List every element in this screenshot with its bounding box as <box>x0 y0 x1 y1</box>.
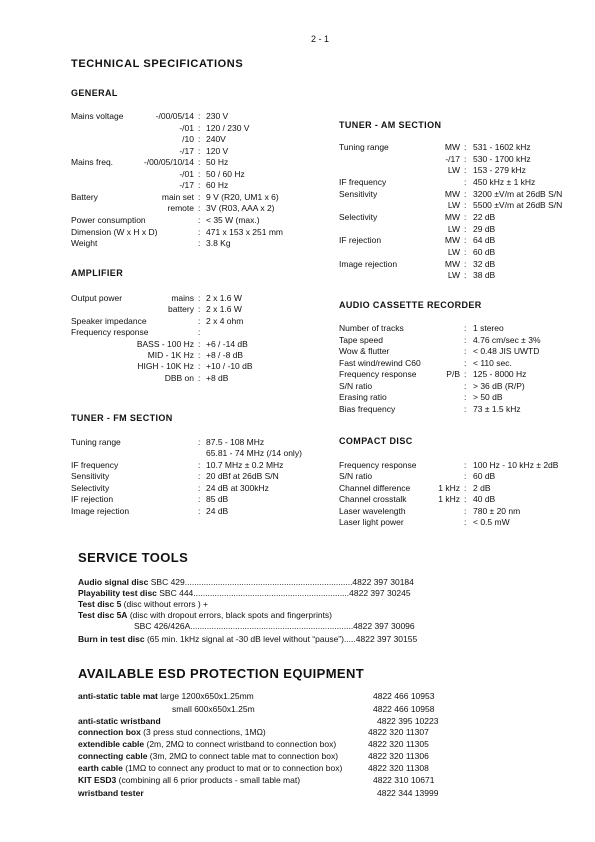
esd-item-detail: (combining all 6 prior products - small table mat) <box>116 775 301 785</box>
spec-value: < 0.5 mW <box>473 517 510 528</box>
service-tool-detail: (disc with dropout errors, black spots and fingerprints) <box>127 610 333 620</box>
spec-label: Sensitivity <box>71 471 110 482</box>
spec-value: < 35 W (max.) <box>206 214 260 225</box>
spec-separator: : <box>198 145 201 156</box>
section-heading-service-tools: SERVICE TOOLS <box>78 550 189 565</box>
spec-value: 64 dB <box>473 235 496 246</box>
spec-separator: : <box>198 214 201 225</box>
spec-separator: : <box>198 157 201 168</box>
spec-separator: : <box>464 517 467 528</box>
spec-value: 3V (R03, AAA x 2) <box>206 203 275 214</box>
esd-item-code: 4822 466 10958 <box>373 704 435 714</box>
spec-value: 531 - 1602 kHz <box>473 142 531 152</box>
esd-item-code: 4822 320 11306 <box>368 751 429 761</box>
service-tool-name: Burn in test disc <box>78 634 145 644</box>
spec-separator: : <box>198 482 201 493</box>
spec-value: 87.5 - 108 MHz <box>206 437 265 447</box>
spec-sublabel: -/17 <box>179 180 194 191</box>
spec-label: Selectivity <box>71 482 110 493</box>
spec-sublabel: remote <box>167 203 194 214</box>
spec-value: 32 dB <box>473 258 496 269</box>
spec-value: +8 dB <box>206 372 229 383</box>
spec-value: +10 / -10 dB <box>206 361 253 372</box>
section-heading-tuner-am: TUNER - AM SECTION <box>339 120 442 130</box>
esd-item-name: wristband tester <box>78 788 144 798</box>
service-tool-name: Playability test disc <box>78 588 157 598</box>
spec-separator: : <box>464 392 467 403</box>
section-heading-compact-disc: COMPACT DISC <box>339 436 413 446</box>
spec-separator: : <box>464 153 467 164</box>
spec-value: 3.8 Kg <box>206 238 231 249</box>
spec-sublabel: MW <box>444 211 460 222</box>
spec-sublabel: 1 kHz <box>438 482 460 493</box>
spec-value: 50 Hz <box>206 157 229 168</box>
esd-item-code: 4822 395 10223 <box>377 716 439 726</box>
spec-sublabel: battery <box>168 304 194 315</box>
spec-label: Mains freq. <box>71 157 114 168</box>
spec-value: 60 dB <box>473 246 496 257</box>
service-tool-line <box>78 599 208 610</box>
spec-sublabel: -/00/05/14 <box>155 111 194 121</box>
spec-separator: : <box>464 165 467 176</box>
spec-separator: : <box>198 505 201 516</box>
spec-value: 2 x 4 ohm <box>206 315 244 326</box>
spec-label: Channel difference <box>339 482 411 493</box>
spec-label: Tuning range <box>339 142 389 152</box>
spec-separator: : <box>198 293 201 303</box>
esd-item <box>78 727 266 738</box>
spec-separator: : <box>464 142 467 152</box>
spec-label: Fast wind/rewind C60 <box>339 357 421 368</box>
spec-value: 24 dB <box>206 505 229 516</box>
spec-separator: : <box>198 494 201 505</box>
esd-item <box>78 788 144 799</box>
esd-item <box>78 691 254 702</box>
spec-sublabel: main set <box>161 191 194 202</box>
spec-sublabel: -/00/05/10/14 <box>143 157 194 168</box>
esd-item-detail: small 600x650x1.25m <box>172 704 255 714</box>
spec-separator: : <box>464 334 467 345</box>
spec-sublabel: LW <box>447 200 460 211</box>
esd-item <box>78 775 300 786</box>
spec-separator: : <box>464 380 467 391</box>
spec-value: 471 x 153 x 251 mm <box>206 226 284 237</box>
spec-sublabel: MW <box>444 142 460 152</box>
service-tool-line <box>134 621 415 632</box>
spec-sublabel: LW <box>447 165 460 176</box>
esd-item-name: extendible cable <box>78 739 145 749</box>
spec-value: 60 dB <box>473 471 496 482</box>
spec-label: Erasing ratio <box>339 392 387 403</box>
spec-separator: : <box>464 188 467 199</box>
spec-sublabel: /10 <box>182 134 194 145</box>
spec-value: 9 V (R20, UM1 x 6) <box>206 191 279 202</box>
spec-sublabel: mains <box>171 293 194 303</box>
spec-sublabel: P/B <box>446 369 460 380</box>
spec-separator: : <box>198 238 201 249</box>
spec-value: 2 dB <box>473 482 491 493</box>
spec-label: Laser light power <box>339 517 404 528</box>
section-heading-cassette: AUDIO CASSETTE RECORDER <box>339 300 482 310</box>
spec-label: Power consumption <box>71 214 146 225</box>
spec-separator: : <box>464 346 467 357</box>
spec-value: 4.76 cm/sec ± 3% <box>473 334 541 345</box>
spec-separator: : <box>198 191 201 202</box>
spec-label: Frequency response <box>339 460 417 470</box>
spec-separator: : <box>464 482 467 493</box>
spec-value: > 50 dB <box>473 392 503 403</box>
spec-value: +6 / -14 dB <box>206 338 248 349</box>
spec-value: 125 - 8000 Hz <box>473 369 527 380</box>
spec-separator: : <box>198 304 201 315</box>
spec-sublabel: -/17 <box>179 145 194 156</box>
esd-item-name: earth cable <box>78 763 123 773</box>
spec-separator: : <box>198 327 201 338</box>
spec-label: Laser wavelength <box>339 505 406 516</box>
spec-separator: : <box>464 211 467 222</box>
spec-sublabel: LW <box>447 270 460 281</box>
spec-label: Number of tracks <box>339 323 404 333</box>
spec-value: 1 stereo <box>473 323 504 333</box>
spec-separator: : <box>198 122 201 133</box>
section-heading-esd: AVAILABLE ESD PROTECTION EQUIPMENT <box>78 666 365 681</box>
spec-separator: : <box>198 350 201 360</box>
spec-label: Wow & flutter <box>339 346 390 357</box>
esd-item <box>78 716 161 727</box>
spec-value: 38 dB <box>473 270 496 281</box>
spec-sublabel: LW <box>447 223 460 234</box>
spec-sublabel: MID - 1K Hz <box>147 350 194 360</box>
esd-item-detail: large 1200x650x1.25mm <box>157 691 254 701</box>
spec-separator: : <box>464 403 467 414</box>
spec-separator: : <box>198 134 201 145</box>
page-title: TECHNICAL SPECIFICATIONS <box>71 58 244 70</box>
esd-item-code: 4822 320 11305 <box>368 739 429 749</box>
spec-label: IF rejection <box>71 494 114 505</box>
service-tool-line <box>78 588 411 599</box>
spec-label: Frequency response <box>71 327 149 338</box>
spec-value: 780 ± 20 nm <box>473 505 521 516</box>
spec-value: 85 dB <box>206 494 229 505</box>
spec-value: 153 - 279 kHz <box>473 165 526 176</box>
spec-separator: : <box>198 203 201 214</box>
spec-label: Speaker impedance <box>71 315 147 326</box>
spec-value: 10.7 MHz ± 0.2 MHz <box>206 459 284 470</box>
service-tool-line <box>78 577 414 588</box>
spec-separator: : <box>464 176 467 187</box>
spec-separator: : <box>198 459 201 470</box>
spec-label: Selectivity <box>339 211 378 222</box>
spec-sublabel: MW <box>444 235 460 246</box>
service-tool-detail: (65 min. 1kHz signal at -30 dB level without “pause”).....4822 397 30155 <box>144 634 418 644</box>
spec-sublabel: HIGH - 10K Hz <box>137 361 194 372</box>
spec-value: 50 / 60 Hz <box>206 168 245 179</box>
spec-separator: : <box>464 471 467 482</box>
esd-item-detail: (3m, 2MΩ to connect table mat to connection box) <box>147 751 339 761</box>
spec-label: Tuning range <box>71 437 121 447</box>
spec-label: Weight <box>71 238 98 249</box>
spec-label: Sensitivity <box>339 188 378 199</box>
esd-item <box>78 739 336 750</box>
service-tool-name: Audio signal disc <box>78 577 149 587</box>
esd-item-code: 4822 344 13999 <box>377 788 439 798</box>
spec-separator: : <box>464 505 467 516</box>
esd-item-code: 4822 310 10671 <box>373 775 435 785</box>
spec-value: 24 dB at 300kHz <box>206 482 269 493</box>
spec-label: S/N ratio <box>339 471 373 482</box>
section-heading-amplifier: AMPLIFIER <box>71 268 124 278</box>
spec-value: 240V <box>206 134 226 145</box>
spec-separator: : <box>464 223 467 234</box>
spec-separator: : <box>198 180 201 191</box>
spec-sublabel: MW <box>444 258 460 269</box>
spec-sublabel: DBB on <box>164 372 194 383</box>
spec-separator: : <box>198 168 201 179</box>
spec-separator: : <box>464 357 467 368</box>
spec-value: 120 V <box>206 145 229 156</box>
spec-separator: : <box>464 200 467 211</box>
spec-separator: : <box>464 323 467 333</box>
service-tool-detail: SBC 444..................................................................4822 397 30245 <box>156 588 411 598</box>
spec-value: 530 - 1700 kHz <box>473 153 531 164</box>
spec-sublabel: 1 kHz <box>438 494 460 505</box>
spec-label: Dimension (W x H x D) <box>71 226 158 237</box>
spec-value: 20 dBf at 26dB S/N <box>206 471 279 482</box>
service-tool-name: Test disc 5 <box>78 599 122 609</box>
spec-value: 3200 ±V/m at 26dB S/N <box>473 188 563 199</box>
spec-value: 65.81 - 74 MHz (/14 only) <box>206 448 302 459</box>
spec-value: 2 x 1.6 W <box>206 293 242 303</box>
esd-item-code: 4822 320 11307 <box>368 727 429 737</box>
esd-item-code: 4822 320 11308 <box>368 763 429 773</box>
spec-value: 2 x 1.6 W <box>206 304 242 315</box>
spec-separator: : <box>464 369 467 380</box>
spec-separator: : <box>464 460 467 470</box>
spec-value: 29 dB <box>473 223 496 234</box>
spec-label: Tape speed <box>339 334 383 345</box>
spec-label: Bias frequency <box>339 403 396 414</box>
spec-label: IF rejection <box>339 235 382 246</box>
spec-separator: : <box>464 258 467 269</box>
esd-item <box>78 763 342 774</box>
spec-value: 230 V <box>206 111 229 121</box>
spec-separator: : <box>198 372 201 383</box>
esd-item-name: KIT ESD3 <box>78 775 117 785</box>
spec-label: IF frequency <box>339 176 387 187</box>
spec-label: Image rejection <box>339 258 398 269</box>
spec-label: IF frequency <box>71 459 119 470</box>
spec-value: 73 ± 1.5 kHz <box>473 403 521 414</box>
service-tool-detail: SBC 426/426A.....................................................................4822 397 30096 <box>134 621 415 631</box>
spec-sublabel: -/01 <box>179 168 194 179</box>
spec-value: +8 / -8 dB <box>206 350 244 360</box>
esd-item <box>78 751 338 762</box>
spec-sublabel: -/17 <box>445 153 460 164</box>
spec-value: > 36 dB (R/P) <box>473 380 525 391</box>
service-tool-line <box>78 610 332 621</box>
esd-item-name: anti-static table mat <box>78 691 158 701</box>
spec-separator: : <box>198 361 201 372</box>
spec-label: Frequency response <box>339 369 417 380</box>
section-heading-general: GENERAL <box>71 88 118 98</box>
spec-value: 40 dB <box>473 494 496 505</box>
section-heading-tuner-fm: TUNER - FM SECTION <box>71 413 173 423</box>
esd-item-name: connection box <box>78 727 141 737</box>
spec-separator: : <box>198 111 201 121</box>
page-number: 2 - 1 <box>310 34 329 44</box>
spec-separator: : <box>464 494 467 505</box>
spec-label: S/N ratio <box>339 380 373 391</box>
esd-item-detail: (3 press stud connections, 1MΩ) <box>140 727 266 737</box>
spec-sublabel: -/01 <box>179 122 194 133</box>
spec-value: < 0.48 JIS UWTD <box>473 346 540 357</box>
spec-value: 450 kHz ± 1 kHz <box>473 176 536 187</box>
spec-sublabel: LW <box>447 246 460 257</box>
esd-item-name: anti-static wristband <box>78 716 161 726</box>
spec-value: 100 Hz - 10 kHz ± 2dB <box>473 460 559 470</box>
spec-label: Channel crosstalk <box>339 494 407 505</box>
spec-separator: : <box>464 246 467 257</box>
spec-value: 120 / 230 V <box>206 122 250 133</box>
spec-label: Battery <box>71 191 98 202</box>
spec-separator: : <box>198 338 201 349</box>
spec-separator: : <box>198 315 201 326</box>
spec-label: Mains voltage <box>71 111 124 121</box>
esd-item-name: connecting cable <box>78 751 148 761</box>
spec-separator: : <box>464 235 467 246</box>
esd-item <box>172 704 255 715</box>
spec-value: 5500 ±V/m at 26dB S/N <box>473 200 563 211</box>
spec-value: 60 Hz <box>206 180 229 191</box>
spec-value: 22 dB <box>473 211 496 222</box>
spec-separator: : <box>198 437 201 447</box>
spec-label: Output power <box>71 293 123 303</box>
spec-value: < 110 sec. <box>473 357 512 368</box>
service-tool-detail: SBC 429.......................................................................4822 397 30184 <box>148 577 414 587</box>
esd-item-code: 4822 466 10953 <box>373 691 435 701</box>
esd-item-detail: (1MΩ to connect any product to mat or to connection box) <box>122 763 343 773</box>
service-tool-detail: (disc without errors ) + <box>121 599 208 609</box>
spec-separator: : <box>198 226 201 237</box>
service-tool-name: Test disc 5A <box>78 610 128 620</box>
service-tool-line <box>78 634 417 645</box>
esd-item-detail: (2m, 2MΩ to connect wristband to connection box) <box>144 739 337 749</box>
spec-separator: : <box>464 270 467 281</box>
spec-sublabel: BASS - 100 Hz <box>136 338 194 349</box>
spec-separator: : <box>198 471 201 482</box>
spec-label: Image rejection <box>71 505 130 516</box>
spec-sublabel: MW <box>444 188 460 199</box>
